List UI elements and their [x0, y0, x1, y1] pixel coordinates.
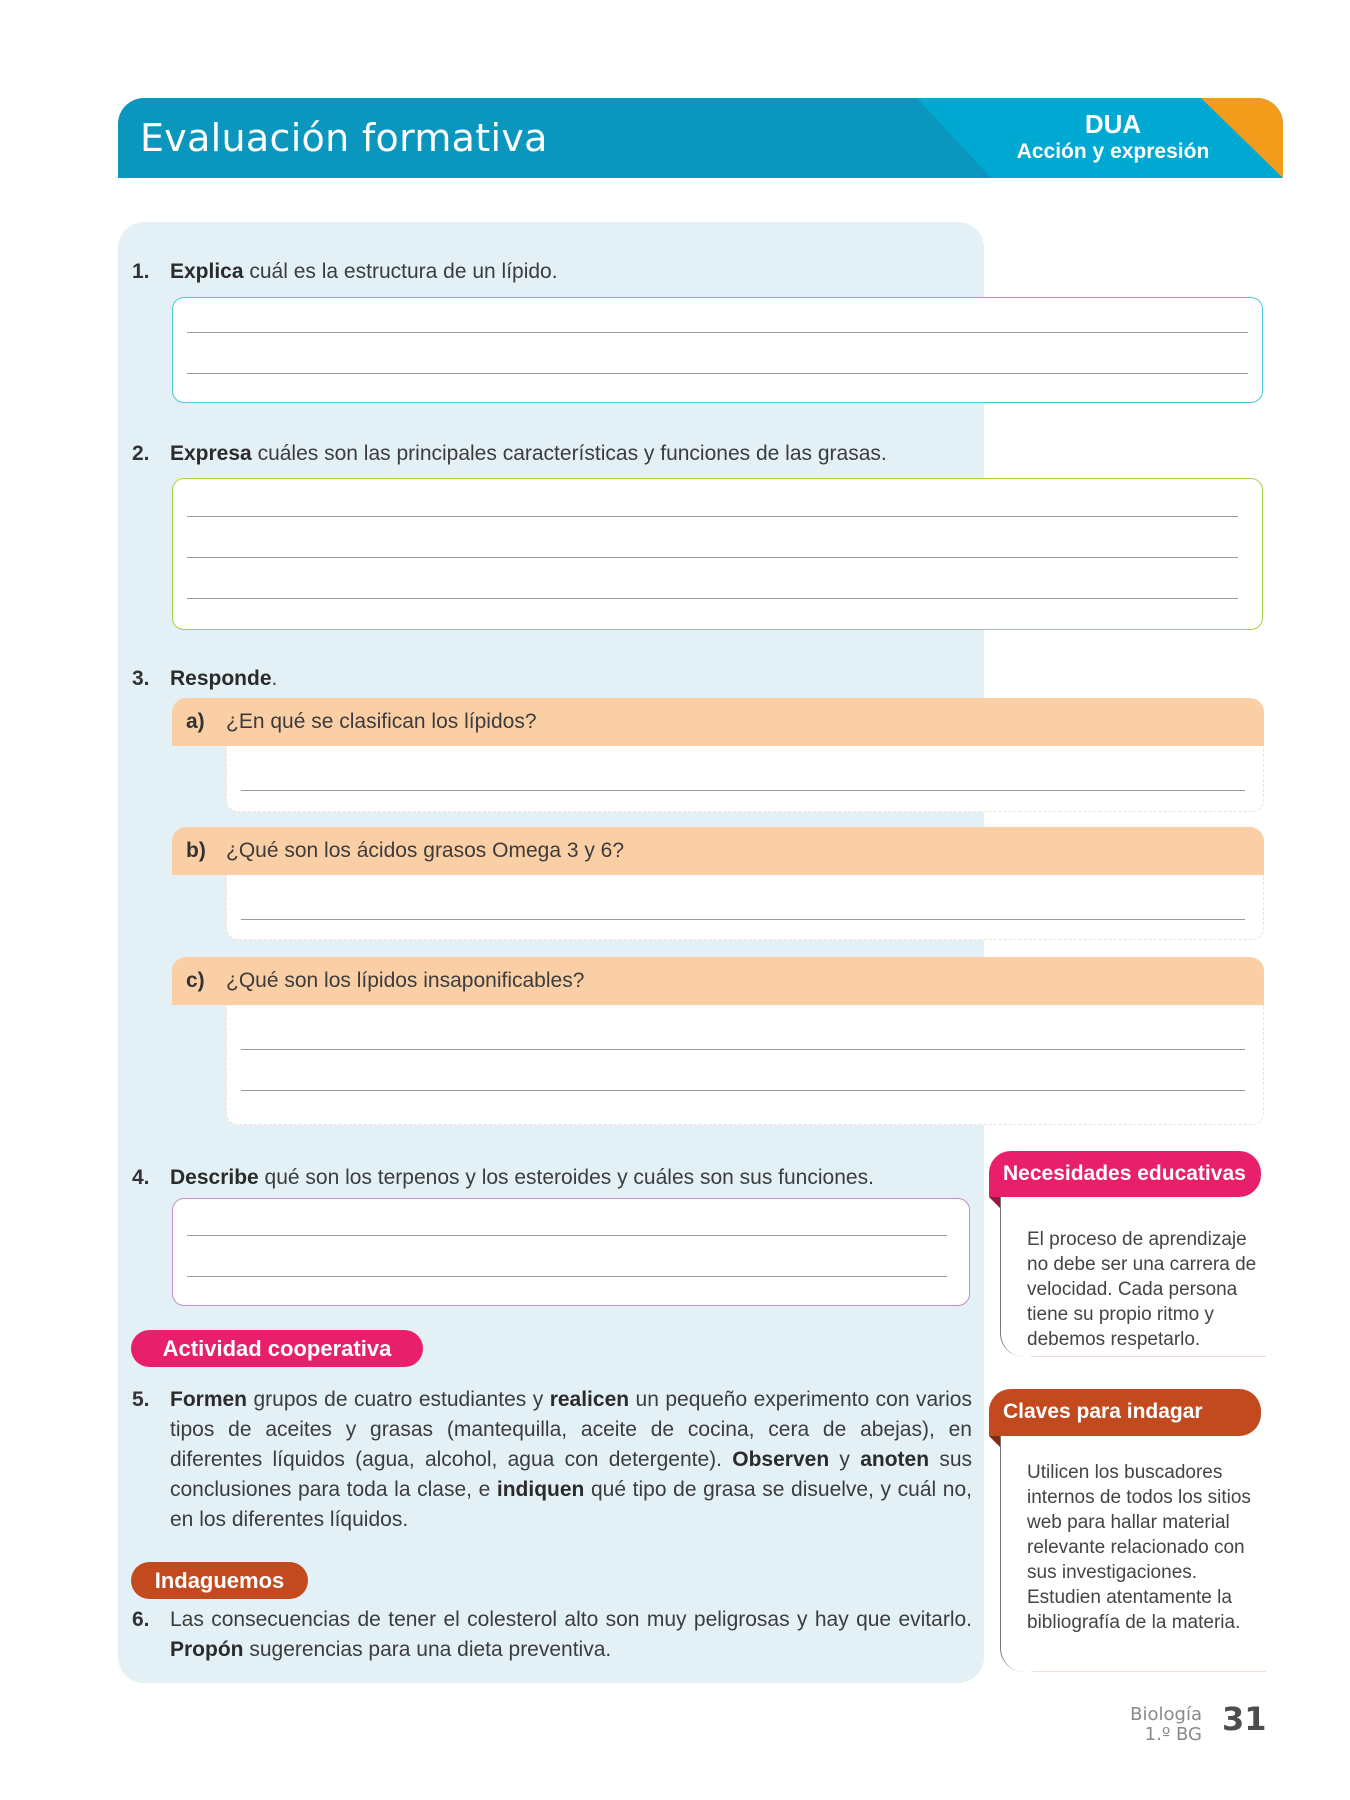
- divider: [1031, 1356, 1266, 1357]
- verb-propon: Propón: [170, 1638, 244, 1661]
- grade-level: 1.º BG: [1144, 1724, 1202, 1745]
- question-text: .: [271, 667, 278, 690]
- section-header: [118, 98, 1283, 178]
- answer-line: [187, 1235, 947, 1236]
- answer-line: [187, 557, 1238, 558]
- necesidades-educativas-box: [1000, 1197, 1266, 1357]
- subquestion-text: ¿En qué se clasifican los lípidos?: [226, 710, 537, 733]
- answer-line: [187, 1276, 947, 1277]
- question-number: 1.: [132, 260, 150, 283]
- claves-para-indagar-text: Utilicen los buscadores internos de todos los sitios web para hallar material relevante relacionado con sus investigaciones. Estudien atentamente la bibliografía de la materia.: [1027, 1462, 1251, 1633]
- necesidades-educativas-text: El proceso de aprendizaje no debe ser una carrera de velocidad. Cada persona tiene su propio ritmo y debemos respetarlo.: [1027, 1229, 1257, 1350]
- question-number: 4.: [132, 1166, 150, 1189]
- answer-line: [187, 332, 1248, 333]
- subquestion-a: [172, 698, 1264, 746]
- subquestion-text: ¿Qué son los ácidos grasos Omega 3 y 6?: [226, 839, 625, 862]
- answer-line: [241, 1049, 1245, 1050]
- question-number: 6.: [132, 1608, 150, 1631]
- cooperative-activity-label: Actividad cooperativa: [131, 1330, 423, 1367]
- question-number: 2.: [132, 442, 150, 465]
- question-text: qué son los terpenos y los esteroides y cuáles son sus funciones.: [258, 1166, 874, 1189]
- answer-box-4[interactable]: [172, 1198, 970, 1306]
- verb-anoten: anoten: [860, 1448, 930, 1471]
- verb-observen: Observen: [732, 1448, 830, 1471]
- claves-para-indagar-box: [1000, 1436, 1266, 1672]
- answer-line: [187, 516, 1238, 517]
- answer-box-2[interactable]: [172, 478, 1263, 630]
- question-text: cuáles son las principales características y funciones de las grasas.: [251, 442, 887, 465]
- verb-indiquen: indiquen: [496, 1478, 585, 1501]
- answer-line: [241, 790, 1245, 791]
- text-segment: grupos de cuatro estudiantes y: [247, 1388, 550, 1411]
- footer-subject: [1080, 1705, 1202, 1745]
- answer-line: [187, 373, 1248, 374]
- page-title: Evaluación formativa: [140, 116, 548, 160]
- verb-formen: Formen: [170, 1388, 248, 1411]
- question-verb: Expresa: [170, 442, 252, 465]
- dua-title: DUA: [1084, 109, 1142, 139]
- subquestion-letter: c): [186, 969, 205, 992]
- indaguemos-label: Indaguemos: [131, 1562, 308, 1599]
- answer-box-3a[interactable]: [226, 746, 1264, 812]
- divider: [1031, 1671, 1266, 1672]
- text-segment: qué tipo de grasa se disuelve, y cuál no, en los diferentes líquidos.: [170, 1478, 972, 1531]
- question-number: 5.: [132, 1388, 150, 1411]
- answer-line: [241, 919, 1245, 920]
- question-text: cuál es la estructura de un lípido.: [243, 260, 558, 283]
- page-number: 31: [1222, 1700, 1267, 1738]
- question-number: 3.: [132, 667, 150, 690]
- subquestion-b: [172, 827, 1264, 875]
- subject-name: Biología: [1130, 1704, 1202, 1725]
- answer-line: [187, 598, 1238, 599]
- verb-realicen: realicen: [549, 1388, 630, 1411]
- answer-box-1[interactable]: [172, 297, 1263, 403]
- question-verb: Responde: [170, 667, 272, 690]
- text-segment: y: [829, 1448, 861, 1471]
- text-segment: sugerencias para una dieta preventiva.: [243, 1638, 612, 1661]
- subquestion-letter: b): [186, 839, 206, 862]
- subquestion-c: [172, 957, 1264, 1005]
- necesidades-educativas-label: Necesidades educativas: [989, 1151, 1261, 1197]
- answer-box-3b[interactable]: [226, 875, 1264, 940]
- text-segment: Las consecuencias de tener el colesterol alto son muy peligrosas y hay que evitarlo.: [170, 1608, 972, 1631]
- question-verb: Describe: [170, 1166, 259, 1189]
- text-segment: un pequeño experimento con varios tipos de aceites y grasas (mantequilla, aceite de cocina, cera de abejas), en diferentes líquidos (agua, alcohol, agua con detergente).: [170, 1388, 972, 1471]
- claves-para-indagar-label: Claves para indagar: [989, 1389, 1261, 1436]
- subquestion-text: ¿Qué son los lípidos insaponificables?: [226, 969, 585, 992]
- answer-box-3c[interactable]: [226, 1005, 1264, 1125]
- question-verb: Explica: [170, 260, 244, 283]
- dua-subtitle: Acción y expresión: [1016, 140, 1210, 163]
- text-segment: sus conclusiones para toda la clase, e: [170, 1448, 972, 1501]
- subquestion-letter: a): [186, 710, 205, 733]
- answer-line: [241, 1090, 1245, 1091]
